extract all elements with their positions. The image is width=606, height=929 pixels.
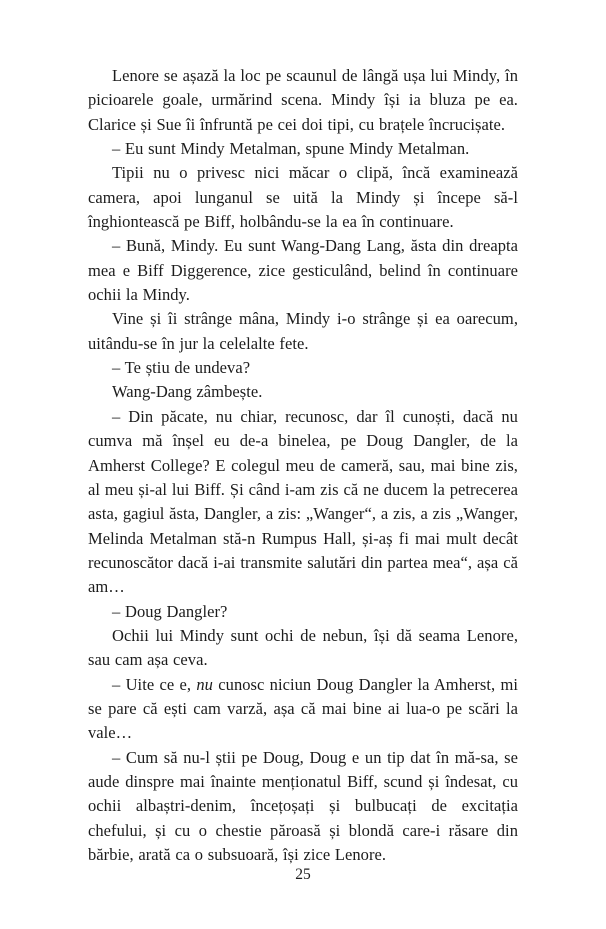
- paragraph: Wang-Dang zâmbește.: [112, 382, 263, 402]
- paragraph: – Eu sunt Mindy Metalman, spune Mindy Metalman.: [112, 139, 470, 159]
- paragraph: Ochii lui Mindy sunt ochi de nebun, își dă seama Lenore, sau cam așa ceva.: [88, 625, 518, 670]
- paragraph: – Bună, Mindy. Eu sunt Wang-Dang Lang, ăsta din dreapta mea e Biff Diggerence, zice gesticulând, belind în continuare ochii la Mindy.: [88, 236, 518, 305]
- page-text: [88, 64, 518, 867]
- paragraph: – Te știu de undeva?: [112, 358, 251, 378]
- page-number: 25: [295, 866, 311, 883]
- paragraph: Lenore se așază la loc pe scaunul de lângă ușa lui Mindy, în picioarele goale, urmărind scena. Mindy își ia bluza pe ea. Clarice și Sue îi înfruntă pe cei doi tipi, cu brațele încrucișate.: [88, 66, 518, 134]
- paragraph: Vine și îi strânge mâna, Mindy i-o strânge și ea oarecum, uitându-se în jur la celelalte fete.: [88, 309, 518, 353]
- paragraph: – Din păcate, nu chiar, recunosc, dar îl cunoști, dacă nu cumva mă înșel eu de-a binelea, pe Doug Dangler, de la Amherst College? E colegul meu de cameră, sau, mai bine zis, al meu și-al lui Biff. Și când i-am zis că ne ducem la petrecerea asta, gagiul ăsta, Dangler, a zis: „Wanger“, a zis, a zis „Wanger, Melinda Metalman stă-n Rumpus Hall, și-aș fi mai mult decât recunoscător dacă i-ai transmite salutări din partea mea“, așa că am…: [88, 406, 518, 597]
- paragraph: – Cum să nu-l știi pe Doug, Doug e un tip dat în mă-sa, se aude dinspre mai înainte menționatul Biff, scund și îndesat, cu ochii albaștri-denim, încețoșați și bulbucați de excitația chefului, și cu o chestie păroasă și blondă care-i răsare din bărbie, arată ca o subsuoară, își zice Lenore.: [88, 747, 518, 864]
- paragraph: – Doug Dangler?: [112, 601, 228, 621]
- paragraph: Tipii nu o privesc nici măcar o clipă, încă examinează camera, apoi lunganul se uită la Mindy și începe să-l înghiontească pe Biff, holbându-se la ea în continuare.: [88, 163, 518, 232]
- paragraph: – Uite ce e, nu cunosc niciun Doug Dangler la Amherst, mi se pare că ești cam varză, așa că mai bine ai lua-o pe scări la vale…: [88, 674, 518, 743]
